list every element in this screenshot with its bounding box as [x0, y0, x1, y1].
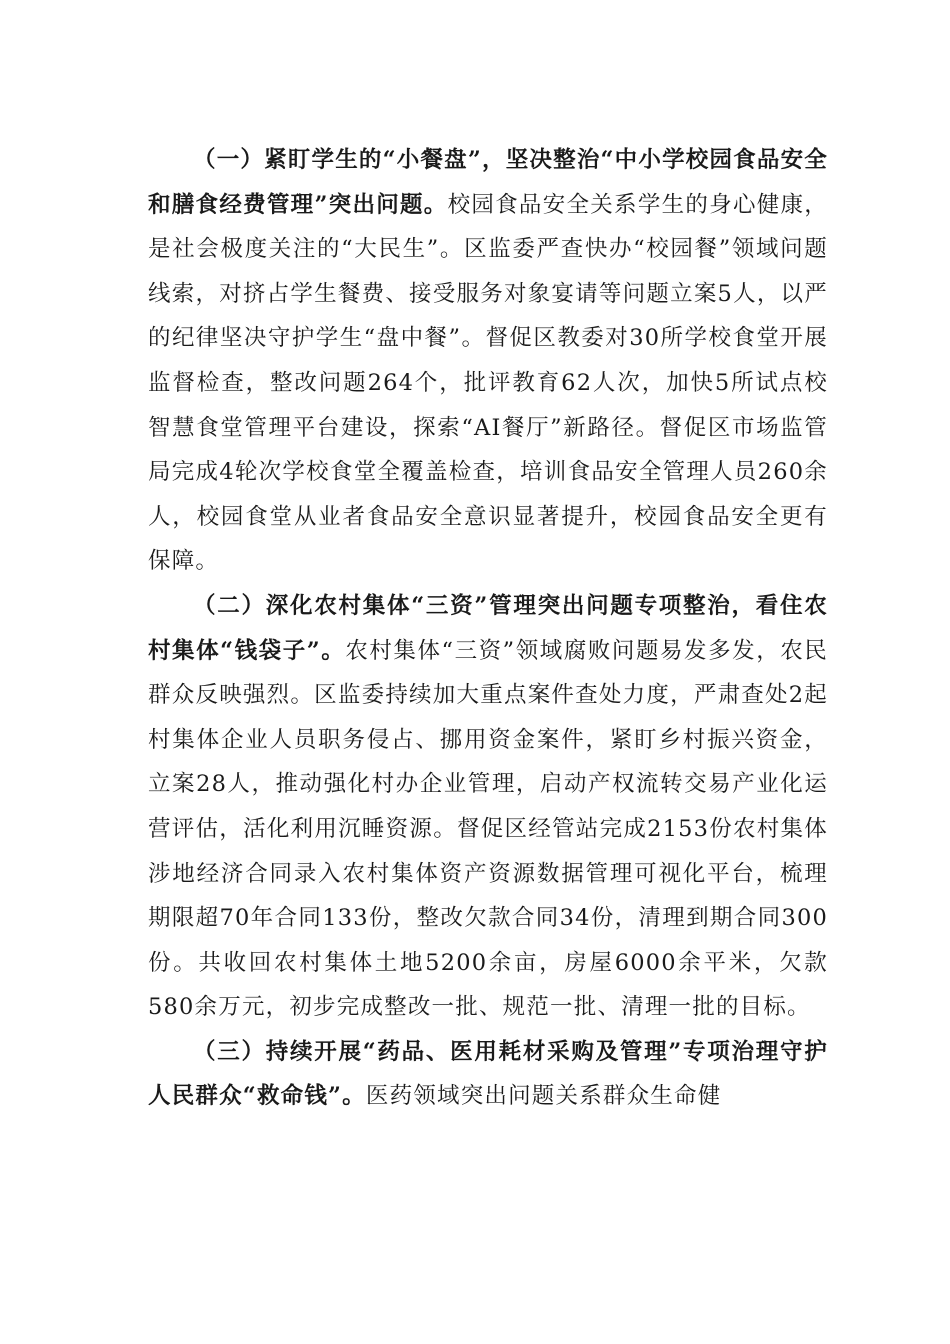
section-3-body: 医药领域突出问题关系群众生命健	[365, 1083, 722, 1110]
document-page	[148, 138, 828, 1119]
section-2-paragraph	[148, 584, 828, 1030]
section-1-body: 校园食品安全关系学生的身心健康，是社会极度关注的“大民生”。区监委严查快办“校园餐”领域问题线索，对挤占学生餐费、接受服务对象宴请等问题立案5人，以严的纪律坚决守护学生“盘中餐”。督促区教委对30所学校食堂开展监督检查，整改问题264个，批评教育62人次，加快5所试点校智慧食堂管理平台建设，探索“AI餐厅”新路径。督促区市场监管局完成4轮次学校食堂全覆盖检查，培训食品安全管理人员260余人，校园食堂从业者食品安全意识显著提升，校园食品安全更有保障。	[148, 191, 828, 575]
section-1-paragraph	[148, 138, 828, 584]
section-2-heading: （二）深化农村集体“三资”管理突出问题专项整治，看住农村集体“钱袋子”。	[148, 592, 828, 664]
section-3-paragraph	[148, 1030, 828, 1119]
section-2-body: 农村集体“三资”领域腐败问题易发多发，农民群众反映强烈。区监委持续加大重点案件查处力度，严肃查处2起村集体企业人员职务侵占、挪用资金案件，紧盯乡村振兴资金，立案28人，推动强化村办企业管理，启动产权流转交易产业化运营评估，活化利用沉睡资源。督促区经管站完成2153份农村集体涉地经济合同录入农村集体资产资源数据管理可视化平台，梳理期限超70年合同133份，整改欠款合同34份，清理到期合同300份。共收回农村集体土地5200余亩，房屋6000余平米，欠款580余万元，初步完成整改一批、规范一批、清理一批的目标。	[148, 637, 828, 1021]
section-3-heading: （三）持续开展“药品、医用耗材采购及管理”专项治理守护人民群众“救命钱”。	[148, 1038, 828, 1110]
section-1-heading: （一）紧盯学生的“小餐盘”，坚决整治“中小学校园食品安全和膳食经费管理”突出问题。	[148, 147, 828, 218]
